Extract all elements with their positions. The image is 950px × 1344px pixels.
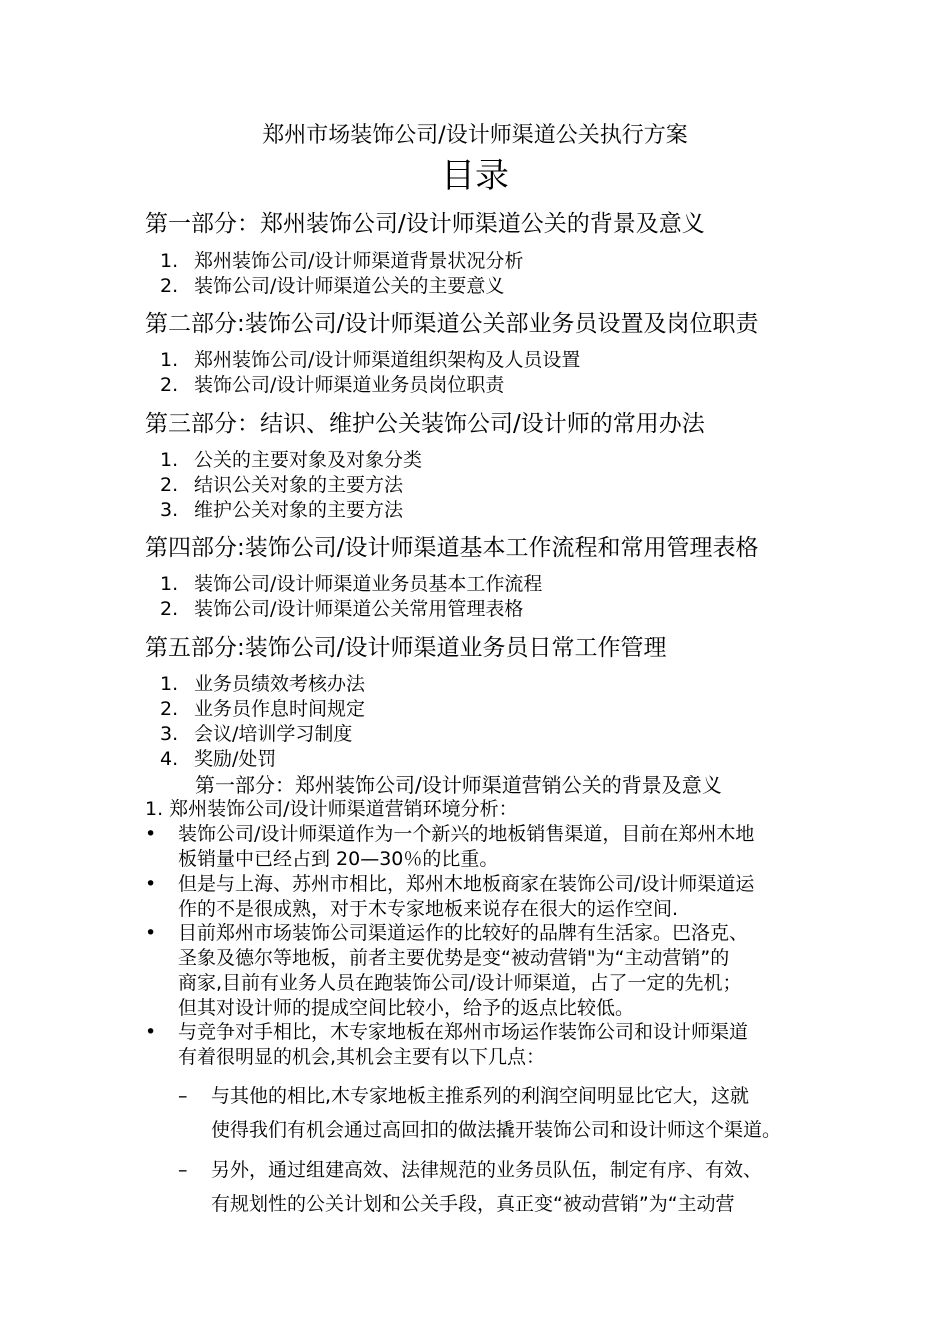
toc-part-heading: 第三部分：结识、维护公关装饰公司/设计师的常用办法 [145, 411, 705, 437]
toc-item [160, 373, 504, 398]
toc-part-heading: 第五部分:装饰公司/设计师渠道业务员日常工作管理 [145, 635, 667, 661]
bullet-line: 与竞争对手相比，木专家地板在郑州市场运作装饰公司和设计师渠道 [178, 1021, 749, 1043]
toc-item-number: 2. [160, 474, 179, 496]
toc-item [160, 572, 542, 597]
bullet-item [145, 872, 875, 922]
bullet-line: 有着很明显的机会,其机会主要有以下几点： [178, 1046, 546, 1068]
toc-item-text: 装饰公司/设计师渠道公关常用管理表格 [194, 598, 524, 620]
toc-part-heading: 第四部分:装饰公司/设计师渠道基本工作流程和常用管理表格 [145, 535, 759, 561]
toc-item [160, 597, 523, 622]
toc-item [160, 722, 352, 747]
dash-line: 有规划性的公关计划和公关手段，真正变“被动营销”为“主动营 [211, 1193, 735, 1215]
dash-item [178, 1153, 878, 1221]
dash-line: 与其他的相比,木专家地板主推系列的利润空间明显比它大，这就 [211, 1085, 750, 1107]
toc-item-text: 装饰公司/设计师渠道业务员基本工作流程 [194, 573, 543, 595]
toc-item-text: 奖励/处罚 [194, 748, 277, 770]
toc-item [160, 448, 422, 473]
toc-item-text: 业务员作息时间规定 [194, 698, 366, 720]
dash-line: 另外，通过组建高效、法律规范的业务员队伍，制定有序、有效、 [211, 1159, 763, 1181]
section-heading: 第一部分：郑州装饰公司/设计师渠道营销公关的背景及意义 [195, 773, 722, 797]
bullet-line: 但是与上海、苏州市相比，郑州木地板商家在装饰公司/设计师渠道运 [178, 873, 755, 895]
toc-item [160, 473, 403, 498]
toc-item-text: 装饰公司/设计师渠道公关的主要意义 [194, 275, 505, 297]
toc-item-number: 2. [160, 698, 179, 720]
toc-item [160, 672, 365, 697]
bullet-dot-icon: • [145, 873, 157, 895]
toc-item-number: 3. [160, 499, 179, 521]
toc-item-number: 2. [160, 598, 179, 620]
bullet-item [145, 921, 875, 1021]
toc-item-number: 1. [160, 349, 179, 371]
toc-item-text: 郑州装饰公司/设计师渠道背景状况分析 [194, 250, 524, 272]
toc-item-number: 1. [160, 449, 179, 471]
bullet-line: 板销量中已经占到 20—30％的比重。 [178, 848, 499, 870]
bullet-line: 但其对设计师的提成空间比较小，给予的返点比较低。 [178, 997, 635, 1019]
bullet-line: 商家,目前有业务人员在跑装饰公司/设计师渠道，占了一定的先机； [178, 972, 742, 994]
toc-item [160, 747, 276, 772]
toc-item-text: 业务员绩效考核办法 [194, 673, 366, 695]
bullet-dot-icon: • [145, 823, 157, 845]
toc-item-number: 1. [160, 673, 179, 695]
toc-item [160, 697, 365, 722]
toc-item-text: 维护公关对象的主要方法 [194, 499, 404, 521]
toc-item-text: 公关的主要对象及对象分类 [194, 449, 423, 471]
toc-item-text: 结识公关对象的主要方法 [194, 474, 404, 496]
toc-item-number: 1. [160, 250, 179, 272]
toc-item [160, 249, 523, 274]
toc-item-number: 2. [160, 374, 179, 396]
document-title: 郑州市场装饰公司/设计师渠道公关执行方案 [262, 123, 688, 148]
bullet-line: 目前郑州市场装饰公司渠道运作的比较好的品牌有生活家。巴洛克、 [178, 922, 749, 944]
toc-item [160, 348, 580, 373]
bullet-line: 作的不是很成熟，对于木专家地板来说存在很大的运作空间. [178, 898, 679, 920]
toc-item-number: 3. [160, 723, 179, 745]
toc-part-heading: 第一部分：郑州装饰公司/设计师渠道公关的背景及意义 [145, 211, 705, 237]
toc-item-text: 会议/培训学习制度 [194, 723, 353, 745]
bullet-item [145, 1020, 875, 1070]
toc-part-heading: 第二部分:装饰公司/设计师渠道公关部业务员设置及岗位职责 [145, 311, 759, 337]
toc-item-text: 郑州装饰公司/设计师渠道组织架构及人员设置 [194, 349, 581, 371]
toc-item-number: 1. [160, 573, 179, 595]
toc-item-number: 2. [160, 275, 179, 297]
bullet-dot-icon: • [145, 922, 157, 944]
dash-line: 使得我们有机会通过高回扣的做法撬开装饰公司和设计师这个渠道。 [211, 1119, 782, 1141]
toc-item-number: 4. [160, 748, 179, 770]
toc-item-text: 装饰公司/设计师渠道业务员岗位职责 [194, 374, 505, 396]
dash-marker-icon: – [178, 1159, 188, 1181]
toc-title: 目录 [441, 156, 509, 196]
section-subheading: 1. 郑州装饰公司/设计师渠道营销环境分析： [145, 798, 518, 820]
bullet-dot-icon: • [145, 1021, 157, 1043]
toc-item [160, 498, 403, 523]
dash-marker-icon: – [178, 1085, 188, 1107]
bullet-line: 圣象及德尔等地板，前者主要优势是变“被动营销"为“主动营销”的 [178, 947, 730, 969]
dash-item [178, 1079, 878, 1147]
bullet-item [145, 822, 875, 872]
bullet-line: 装饰公司/设计师渠道作为一个新兴的地板销售渠道，目前在郑州木地 [178, 823, 755, 845]
toc-item [160, 274, 504, 299]
